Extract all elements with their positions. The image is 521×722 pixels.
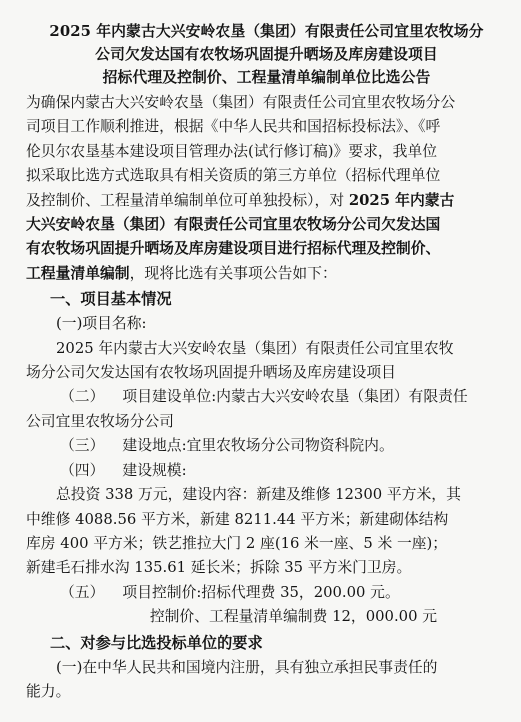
item-value: 能力。 (26, 682, 71, 700)
intro-line (26, 189, 507, 213)
title-line-2: 公司欠发达国有农牧场巩固提升晒场及库房建设项目 (95, 46, 438, 63)
item-value: 总投资 338 万元，建设内容：新建及维修 12300 平方米，其 (56, 486, 461, 504)
section-heading: 一、项目基本情况 (50, 290, 172, 309)
item-value: 项目控制价:招标代理费 35，200.00 元。 (122, 583, 400, 601)
intro-line: 大兴安岭农垦（集团）有限责任公司宜里农牧场分公司欠发达国 (26, 216, 441, 234)
intro-text: 及控制价、工程量清单编制单位可单独投标），对 (26, 191, 349, 209)
item-value: 公司宜里农牧场分公司 (26, 412, 174, 430)
item-value: 建设规模: (122, 461, 187, 479)
item-label: （二） (60, 388, 105, 406)
item-line (26, 581, 507, 605)
intro-line: 伦贝尔农垦基本建设项目管理办法(试行修订稿)》要求，我单位 (26, 142, 438, 160)
intro-text: ，现将比选有关事项公告如下： (129, 264, 337, 282)
item-value: 场分公司欠发达国有农牧场巩固提升晒场及库房建设项目 (26, 364, 396, 382)
intro-line: 拟采取比选方式选取具有相关资质的第三方单位（招标代理单位 (26, 167, 441, 185)
intro-line (26, 262, 507, 286)
section-requirements (26, 630, 507, 705)
item-value: 项目建设单位:内蒙古大兴安岭农垦（集团）有限责任 (122, 388, 468, 406)
item-label: （三） (60, 437, 105, 455)
item-label: (一)项目名称: (56, 315, 147, 333)
item-value: 库房 400 平方米；铁艺推拉大门 2 座(16 米一座、5 米 一座)； (26, 534, 448, 552)
item-value: 建设地点:宜里农牧场分公司物资科院内。 (122, 437, 394, 455)
intro-project-name: 工程量清单编制 (26, 264, 130, 282)
item-line (26, 434, 507, 458)
notice-title (26, 20, 507, 89)
intro-paragraph (26, 91, 507, 286)
title-line-1: 2025 年内蒙古大兴安岭农垦（集团）有限责任公司宜里农牧场分 (49, 23, 484, 40)
item-line (26, 459, 507, 483)
item-label: （四） (60, 461, 105, 479)
item-line (26, 385, 507, 409)
intro-line: 为确保内蒙古大兴安岭农垦（集团）有限责任公司宜里农牧场分公 (26, 94, 456, 111)
intro-project-name: 2025 年内蒙古 (348, 191, 455, 209)
section-heading: 二、对参与比选投标单位的要求 (50, 633, 263, 652)
item-value: 中维修 4088.56 平方米，新建 8211.44 平方米；新建砌体结构 (26, 510, 449, 528)
item-value: 2025 年内蒙古大兴安岭农垦（集团）有限责任公司宜里农牧 (56, 339, 454, 357)
item-value: (一)在中华人民共和国境内注册，具有独立承担民事责任的 (56, 658, 438, 676)
section-basic-info (26, 286, 507, 629)
item-label: （五） (60, 583, 105, 601)
intro-line: 有农牧场巩固提升晒场及库房建设项目进行招标代理及控制价、 (26, 240, 441, 258)
title-line-3: 招标代理及控制价、工程量清单编制单位比选公告 (102, 69, 431, 86)
item-value: 新建毛石排水沟 135.61 延长米；拆除 35 平方米门卫房。 (26, 559, 412, 577)
intro-line: 司项目工作顺利推进，根据《中华人民共和国招标投标法》、《呼 (26, 118, 441, 136)
item-value: 控制价、工程量清单编制费 12，000.00 元 (149, 608, 437, 626)
